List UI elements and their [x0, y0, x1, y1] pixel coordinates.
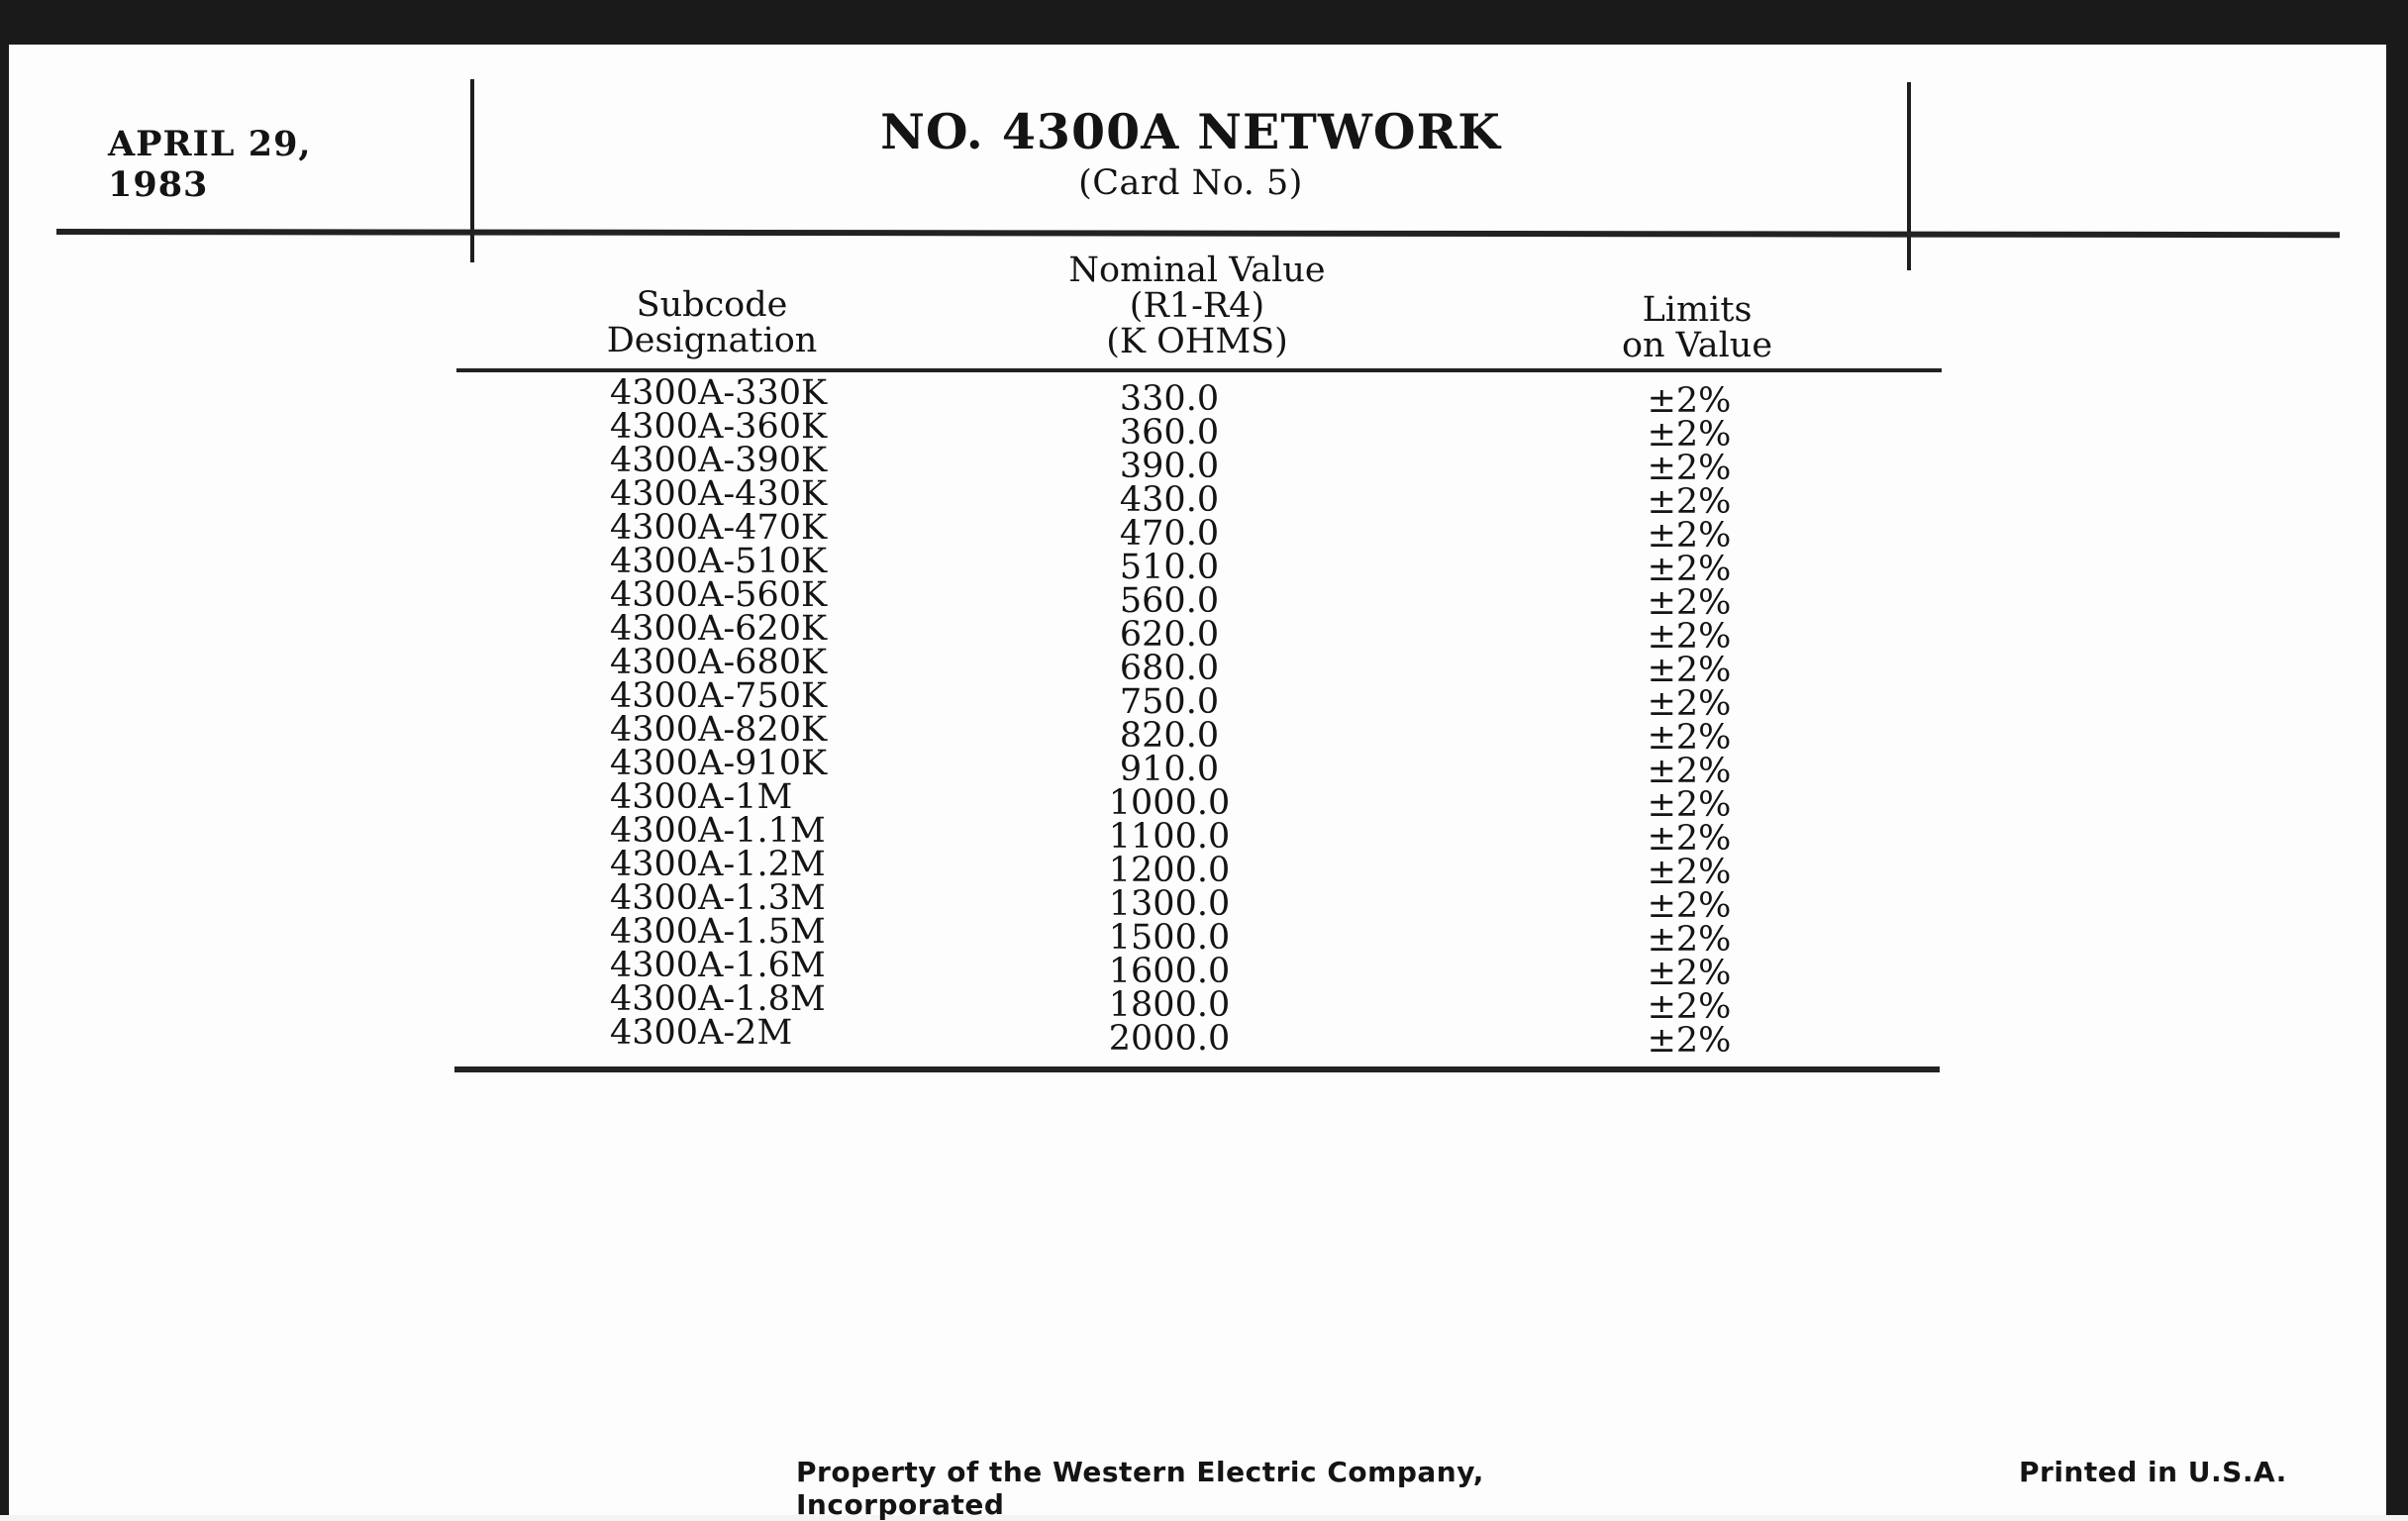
cell-subcode: 4300A-820K [610, 710, 828, 750]
table-header-rule [456, 368, 1942, 372]
header-rule [56, 229, 2340, 238]
cell-subcode: 4300A-680K [610, 643, 828, 682]
cell-limit: ±2% [1647, 987, 1732, 1027]
cell-subcode: 4300A-430K [610, 474, 828, 514]
cell-limit: ±2% [1647, 785, 1732, 825]
cell-limit: ±2% [1647, 819, 1732, 859]
document-card [9, 45, 2386, 1521]
cell-nominal-value: 560.0 [1119, 581, 1220, 621]
cell-subcode: 4300A-1.2M [610, 845, 826, 884]
table-row [456, 878, 1942, 926]
cell-nominal-value: 1800.0 [1108, 985, 1231, 1025]
column-header-line: Limits [1642, 290, 1753, 330]
cell-limit: ±2% [1647, 381, 1732, 421]
cell-subcode: 4300A-1.5M [610, 912, 826, 952]
scan-border-left [0, 0, 9, 1515]
cell-nominal-value: 620.0 [1119, 615, 1220, 655]
cell-nominal-value: 750.0 [1119, 682, 1220, 722]
table-row [456, 575, 1942, 623]
table-row [456, 373, 1942, 421]
header-divider-right [1907, 82, 1911, 270]
table-row [456, 710, 1942, 758]
cell-subcode: 4300A-2M [610, 1013, 793, 1053]
table-row [456, 676, 1942, 724]
scan-border-top [0, 0, 2408, 45]
table-row [456, 845, 1942, 892]
table-row [456, 441, 1942, 488]
table-row [456, 474, 1942, 522]
cell-limit: ±2% [1647, 853, 1732, 892]
cell-subcode: 4300A-750K [610, 676, 828, 716]
cell-subcode: 4300A-1.1M [610, 811, 826, 851]
cell-subcode: 4300A-470K [610, 508, 828, 548]
table-row [456, 609, 1942, 657]
cell-subcode: 4300A-1.8M [610, 979, 826, 1019]
column-header-line: Nominal Value [1068, 251, 1326, 290]
column-header-nominal-value [1034, 253, 1360, 359]
cell-limit: ±2% [1647, 718, 1732, 758]
column-header-line: (R1-R4) [1129, 286, 1265, 326]
title-block [474, 103, 1907, 203]
cell-nominal-value: 390.0 [1119, 447, 1220, 486]
table-row [456, 508, 1942, 556]
cell-nominal-value: 1300.0 [1108, 884, 1231, 924]
table-footer-rule [454, 1066, 1940, 1072]
cell-subcode: 4300A-330K [610, 373, 828, 413]
table-row [456, 946, 1942, 993]
cell-nominal-value: 360.0 [1119, 413, 1220, 453]
cell-limit: ±2% [1647, 920, 1732, 960]
cell-subcode: 4300A-560K [610, 575, 828, 615]
cell-limit: ±2% [1647, 482, 1732, 522]
printed-notice: Printed in U.S.A. [2019, 1456, 2287, 1488]
column-header-line: Subcode [636, 285, 788, 325]
cell-limit: ±2% [1647, 617, 1732, 657]
cell-nominal-value: 820.0 [1119, 716, 1220, 756]
cell-limit: ±2% [1647, 684, 1732, 724]
table-row [456, 912, 1942, 960]
cell-nominal-value: 470.0 [1119, 514, 1220, 554]
cell-subcode: 4300A-1.6M [610, 946, 826, 985]
cell-limit: ±2% [1647, 583, 1732, 623]
table-row [456, 643, 1942, 690]
document-title: NO. 4300A NETWORK [880, 103, 1501, 160]
cell-nominal-value: 910.0 [1119, 750, 1220, 789]
table-body [456, 373, 1942, 1061]
cell-subcode: 4300A-1M [610, 777, 793, 817]
cell-limit: ±2% [1647, 886, 1732, 926]
cell-nominal-value: 1500.0 [1108, 918, 1231, 958]
table-row [456, 1013, 1942, 1061]
table-row [456, 777, 1942, 825]
column-header-subcode [573, 287, 851, 358]
cell-limit: ±2% [1647, 1021, 1732, 1061]
cell-limit: ±2% [1647, 449, 1732, 488]
cell-limit: ±2% [1647, 651, 1732, 690]
cell-subcode: 4300A-510K [610, 542, 828, 581]
cell-nominal-value: 510.0 [1119, 548, 1220, 587]
cell-subcode: 4300A-360K [610, 407, 828, 447]
table-row [456, 811, 1942, 859]
column-header-line: on Value [1621, 326, 1773, 365]
cell-nominal-value: 1200.0 [1108, 851, 1231, 890]
column-header-line: (K OHMS) [1106, 322, 1288, 361]
scan-border-right [2386, 0, 2408, 1515]
document-date: APRIL 29, 1983 [108, 124, 312, 205]
cell-nominal-value: 330.0 [1119, 379, 1220, 419]
cell-subcode: 4300A-910K [610, 744, 828, 783]
cell-nominal-value: 1600.0 [1108, 952, 1231, 991]
document-subtitle: (Card No. 5) [1078, 162, 1303, 203]
column-header-line: Designation [606, 321, 818, 360]
cell-subcode: 4300A-390K [610, 441, 828, 480]
table-row [456, 542, 1942, 589]
property-notice: Property of the Western Electric Company, Incorporated [796, 1456, 1484, 1521]
table-row [456, 407, 1942, 455]
cell-nominal-value: 430.0 [1119, 480, 1220, 520]
cell-limit: ±2% [1647, 415, 1732, 455]
cell-limit: ±2% [1647, 752, 1732, 791]
cell-nominal-value: 2000.0 [1108, 1019, 1231, 1059]
cell-subcode: 4300A-1.3M [610, 878, 826, 918]
cell-limit: ±2% [1647, 516, 1732, 556]
column-header-limits [1554, 292, 1841, 363]
cell-nominal-value: 1000.0 [1108, 783, 1231, 823]
table-row [456, 744, 1942, 791]
cell-limit: ±2% [1647, 550, 1732, 589]
table-row [456, 979, 1942, 1027]
cell-nominal-value: 680.0 [1119, 649, 1220, 688]
cell-limit: ±2% [1647, 954, 1732, 993]
cell-nominal-value: 1100.0 [1108, 817, 1231, 857]
cell-subcode: 4300A-620K [610, 609, 828, 649]
